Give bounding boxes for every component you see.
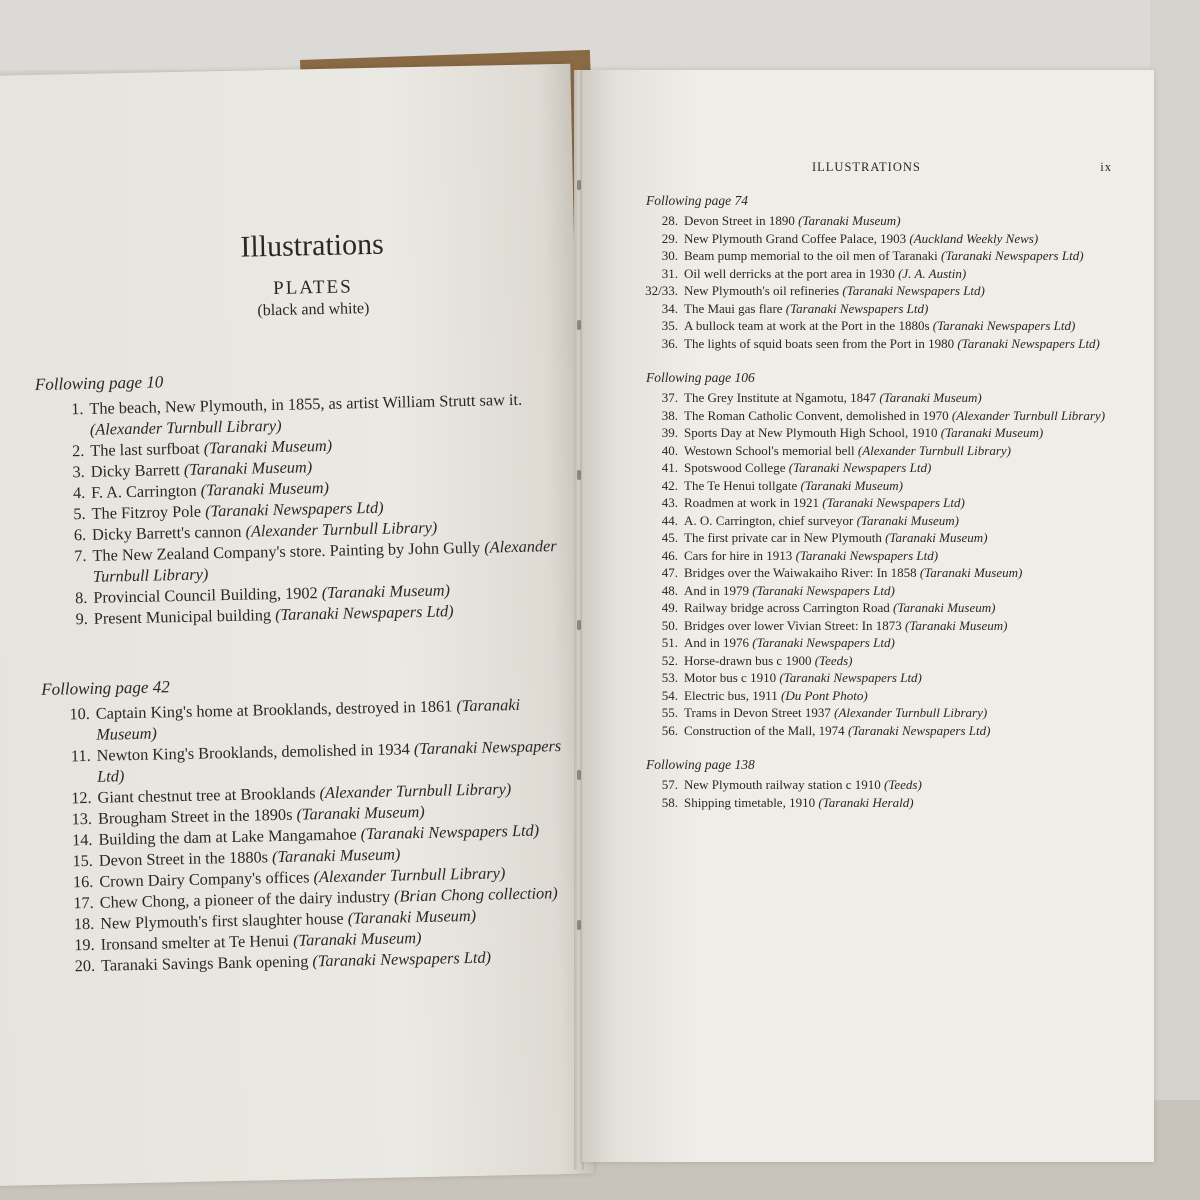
binding-stitch: [577, 770, 581, 780]
item-credit: (Taranaki Newspapers Ltd): [957, 335, 1100, 351]
item-text: Captain King's home at Brooklands, destroyed in 1861: [95, 696, 457, 723]
background-wall: [0, 0, 1200, 70]
item-credit: (Alexander Turnbull Library): [313, 863, 506, 887]
list-item: [612, 564, 1112, 582]
item-caption: [684, 794, 1112, 812]
item-number: 42.: [661, 477, 678, 493]
item-number: 40.: [661, 442, 678, 458]
list-item: [612, 529, 1112, 547]
item-credit: (Taranaki Newspapers Ltd): [312, 947, 492, 971]
item-text: Electric bus, 1911: [684, 687, 781, 703]
list-item: [612, 265, 1112, 283]
item-credit: (Taranaki Museum): [940, 425, 1044, 440]
item-credit: (Taranaki Newspapers Ltd): [847, 722, 991, 738]
item-text: The Grey Institute at Ngamotu, 1847: [684, 390, 880, 405]
item-number: 15.: [72, 850, 94, 871]
list-item: [612, 424, 1112, 442]
item-credit: (Taranaki Museum): [919, 565, 1023, 580]
item-number: 54.: [661, 687, 678, 703]
running-head-title: ILLUSTRATIONS: [812, 160, 921, 174]
item-number: 7.: [74, 545, 87, 566]
binding-stitch: [577, 470, 581, 480]
list-item: [612, 704, 1112, 722]
item-caption: [684, 230, 1112, 248]
item-number: 46.: [661, 547, 678, 563]
item-text: The Te Henui tollgate: [684, 477, 801, 493]
item-text: Present Municipal building: [93, 605, 276, 628]
item-credit: (Taranaki Museum): [183, 457, 313, 479]
item-text: Crown Dairy Company's offices: [99, 867, 314, 891]
item-number: 18.: [73, 913, 95, 934]
list-item: [612, 230, 1112, 248]
item-number: 36.: [661, 335, 678, 351]
binding-stitch: [577, 320, 581, 330]
item-caption: [684, 617, 1112, 635]
item-credit: (Taranaki Newspapers Ltd): [842, 283, 985, 298]
left-page-groups: [35, 364, 567, 977]
item-text: Taranaki Savings Bank opening: [100, 951, 313, 975]
item-text: New Plymouth railway station c 1910: [684, 777, 885, 792]
item-text: F. A. Carrington: [90, 480, 201, 502]
illustration-list: [612, 212, 1112, 352]
item-number: 20.: [74, 955, 96, 976]
item-text: And in 1976: [684, 635, 753, 650]
list-item: [612, 669, 1112, 687]
group-heading: Following page 106: [646, 370, 755, 385]
item-credit: (Taranaki Newspapers Ltd): [274, 601, 454, 625]
item-credit: (Alexander Turnbull Library): [834, 705, 988, 720]
item-credit: (Taranaki Newspapers Ltd): [360, 820, 540, 844]
item-number: 10.: [69, 703, 91, 724]
item-number: 17.: [73, 892, 94, 913]
item-credit: (Taranaki Newspapers Ltd): [204, 497, 384, 521]
item-credit: (Alexander Turnbull Library): [319, 779, 512, 803]
item-number: 48.: [661, 582, 678, 598]
item-credit: (Taranaki Newspapers Ltd): [785, 300, 929, 316]
illustration-list: [612, 776, 1112, 811]
item-caption: [684, 335, 1112, 353]
item-credit: (Alexander Turnbull Library): [89, 415, 282, 439]
item-number: 12.: [71, 787, 92, 808]
list-item: [612, 794, 1112, 812]
plates-subtitle: (black and white): [257, 299, 370, 320]
list-item: [612, 389, 1112, 407]
item-number: 13.: [71, 808, 93, 829]
item-credit: (Taranaki Museum): [893, 600, 996, 615]
list-item: [612, 477, 1112, 495]
item-caption: [684, 582, 1112, 600]
page-number: ix: [1100, 160, 1112, 174]
list-item: [612, 512, 1112, 530]
item-text: Oil well derricks at the port area in 1930: [684, 265, 899, 281]
item-caption: [684, 652, 1112, 670]
item-number: 47.: [661, 565, 678, 580]
item-credit: (Taranaki Museum): [271, 844, 401, 867]
list-item: [612, 212, 1112, 230]
item-credit: (J. A. Austin): [898, 265, 967, 281]
item-caption: [684, 704, 1112, 722]
item-text: The Fitzroy Pole: [91, 501, 206, 523]
item-text: Bridges over lower Vivian Street: In 1873: [684, 617, 906, 633]
item-credit: (Taranaki Museum): [856, 512, 960, 528]
item-caption: [684, 687, 1112, 705]
item-number: 1.: [71, 398, 84, 419]
item-credit: (Taranaki Museum): [321, 580, 451, 603]
item-text: Construction of the Mall, 1974: [684, 722, 848, 738]
item-text: The beach, New Plymouth, in 1855, as artist William Strutt saw it.: [89, 389, 523, 418]
item-text: Dicky Barrett: [90, 459, 185, 481]
item-number: 30.: [661, 248, 678, 263]
item-number: 34.: [661, 300, 678, 316]
item-credit: (Taranaki Newspapers Ltd): [788, 460, 932, 475]
item-number: 38.: [661, 407, 678, 423]
item-text: Provincial Council Building, 1902: [93, 583, 322, 607]
list-item: [612, 247, 1112, 265]
item-number: 41.: [661, 460, 678, 475]
item-number: 2.: [71, 440, 85, 461]
illustration-group: [35, 364, 560, 630]
item-text: New Plymouth's oil refineries: [684, 283, 843, 298]
list-item: [612, 582, 1112, 600]
item-credit: (Taranaki Newspapers Ltd): [932, 318, 1076, 333]
group-heading: Following page 10: [34, 372, 164, 394]
item-caption: [684, 634, 1112, 652]
item-text: Bridges over the Waiwakaiho River: In 1858: [684, 565, 920, 580]
item-caption: [684, 776, 1112, 794]
list-item: [612, 317, 1112, 335]
item-credit: (Taranaki Museum): [800, 477, 903, 493]
item-text: Giant chestnut tree at Brooklands: [97, 783, 320, 807]
item-credit: (Taranaki Herald): [818, 794, 914, 810]
item-text: A bullock team at work at the Port in the 1880s: [684, 318, 933, 333]
item-caption: [684, 424, 1112, 442]
item-caption: [684, 300, 1112, 318]
item-credit: (Taranaki Newspapers Ltd): [795, 547, 939, 563]
item-text: Beam pump memorial to the oil men of Taranaki: [684, 248, 941, 263]
item-text: Railway bridge across Carrington Road: [684, 600, 894, 615]
item-number: 45.: [661, 530, 678, 545]
item-caption: [684, 282, 1112, 300]
item-text: Motor bus c 1910: [684, 670, 780, 685]
illustration-list: [42, 693, 568, 977]
item-credit: (Taranaki Newspapers Ltd): [779, 670, 922, 685]
item-number: 43.: [661, 495, 678, 510]
illustration-group: [41, 669, 567, 977]
list-item: [612, 776, 1112, 794]
list-item: [612, 494, 1112, 512]
item-credit: (Taranaki Museum): [292, 928, 422, 950]
item-caption: [684, 265, 1112, 283]
item-credit: (Taranaki Newspapers Ltd): [752, 582, 895, 598]
item-number: 19.: [74, 934, 95, 955]
item-credit: (Taranaki Museum): [200, 477, 330, 500]
item-caption: [684, 722, 1112, 740]
item-number: 32/33.: [645, 283, 678, 298]
list-item: [612, 335, 1112, 353]
page-title: Illustrations: [240, 227, 385, 264]
left-page-content: [32, 224, 567, 977]
item-text: Westown School's memorial bell: [684, 442, 858, 458]
item-credit: (Taranaki Museum): [96, 694, 521, 744]
item-credit: (Alexander Turnbull Library): [951, 407, 1106, 423]
item-number: 29.: [661, 230, 678, 246]
item-credit: (Taranaki Museum): [347, 905, 477, 928]
item-number: 44.: [661, 512, 678, 528]
list-item: [612, 722, 1112, 740]
illustration-group: [612, 193, 1112, 352]
item-caption: [684, 564, 1112, 582]
illustration-list: [35, 388, 560, 630]
item-credit: (Taranaki Museum): [203, 435, 333, 458]
item-number: 35.: [661, 318, 678, 333]
list-item: [612, 617, 1112, 635]
item-caption: [684, 459, 1112, 477]
item-number: 56.: [661, 722, 678, 738]
running-head: [612, 160, 1112, 175]
item-credit: (Taranaki Museum): [798, 213, 901, 228]
item-number: 39.: [661, 425, 678, 440]
illustration-group: [612, 757, 1112, 811]
background-right: [1150, 0, 1200, 1200]
item-credit: (Taranaki Museum): [879, 390, 982, 405]
item-text: The New Zealand Company's store. Painting by John Gully: [92, 537, 485, 565]
item-credit: (Taranaki Museum): [296, 801, 425, 824]
illustration-group: [612, 370, 1112, 739]
item-number: 11.: [70, 745, 91, 766]
item-number: 49.: [661, 600, 678, 615]
item-caption: [684, 529, 1112, 547]
item-credit: (Alexander Turnbull Library): [245, 517, 438, 541]
item-number: 37.: [661, 390, 678, 405]
item-number: 28.: [661, 213, 678, 228]
item-number: 53.: [661, 670, 678, 685]
item-text: The Roman Catholic Convent, demolished in 1970: [684, 407, 952, 423]
item-caption: [684, 512, 1112, 530]
item-text: Brougham Street in the 1890s: [97, 804, 297, 828]
item-number: 8.: [74, 587, 88, 608]
binding-stitch: [577, 180, 581, 190]
item-caption: [684, 389, 1112, 407]
item-text: Shipping timetable, 1910: [684, 794, 819, 810]
item-number: 57.: [661, 777, 678, 792]
item-text: The Maui gas flare: [684, 300, 786, 316]
item-text: The last surfboat: [90, 438, 204, 460]
list-item: [612, 547, 1112, 565]
item-number: 50.: [661, 617, 678, 633]
item-text: The lights of squid boats seen from the Port in 1980: [684, 335, 958, 351]
item-text: Ironsand smelter at Te Henui: [100, 930, 294, 954]
item-caption: [684, 494, 1112, 512]
item-credit: (Teeds): [814, 652, 853, 668]
item-credit: (Taranaki Newspapers Ltd): [752, 635, 895, 650]
illustration-list: [612, 389, 1112, 739]
item-credit: (Taranaki Museum): [885, 530, 988, 545]
item-credit: (Auckland Weekly News): [909, 230, 1039, 246]
item-caption: [684, 442, 1112, 460]
item-text: Dicky Barrett's cannon: [91, 521, 246, 544]
item-credit: (Teeds): [884, 777, 922, 792]
item-text: And in 1979: [684, 582, 753, 598]
item-number: 6.: [73, 524, 87, 545]
item-caption: [684, 317, 1112, 335]
item-caption: [684, 407, 1112, 425]
item-caption: [684, 669, 1112, 687]
group-heading: Following page 138: [646, 757, 755, 772]
list-item: [612, 407, 1112, 425]
item-number: 9.: [75, 608, 89, 629]
list-item: [612, 634, 1112, 652]
item-credit: (Taranaki Newspapers Ltd): [96, 736, 562, 786]
item-text: The first private car in New Plymouth: [684, 530, 886, 545]
item-number: 52.: [661, 652, 678, 668]
item-number: 4.: [72, 482, 86, 503]
item-text: Building the dam at Lake Mangamahoe: [98, 824, 361, 849]
item-text: New Plymouth's first slaughter house: [100, 908, 348, 933]
item-credit: (Alexander Turnbull Library): [857, 442, 1011, 458]
item-text: Sports Day at New Plymouth High School, 1910: [684, 425, 941, 440]
item-caption: [684, 477, 1112, 495]
item-text: Spotswood College: [684, 460, 789, 475]
list-item: [612, 599, 1112, 617]
item-caption: [684, 212, 1112, 230]
item-text: A. O. Carrington, chief surveyor: [684, 512, 857, 528]
item-credit: (Brian Chong collection): [393, 883, 558, 906]
right-page-content: [612, 160, 1112, 811]
item-number: 51.: [661, 635, 678, 650]
item-text: Horse-drawn bus c 1900: [684, 652, 815, 668]
list-item: [612, 300, 1112, 318]
item-caption: [684, 247, 1112, 265]
item-credit: (Taranaki Museum): [905, 617, 1008, 633]
item-number: 55.: [661, 705, 678, 720]
right-page-groups: [612, 193, 1112, 811]
item-number: 5.: [73, 503, 86, 524]
item-text: Devon Street in the 1880s: [98, 847, 273, 870]
item-text: Trams in Devon Street 1937: [684, 705, 835, 720]
item-text: Devon Street in 1890: [684, 213, 799, 228]
item-credit: (Taranaki Newspapers Ltd): [940, 248, 1084, 263]
item-text: Newton King's Brooklands, demolished in 1934: [96, 739, 415, 765]
group-heading: Following page 42: [41, 677, 170, 699]
item-number: 16.: [72, 871, 94, 892]
group-heading: Following page 74: [646, 193, 748, 208]
item-caption: [684, 599, 1112, 617]
left-page: [0, 64, 594, 1187]
list-item: [612, 687, 1112, 705]
list-item: [612, 459, 1112, 477]
list-item: [612, 282, 1112, 300]
item-number: 58.: [661, 794, 678, 810]
item-number: 3.: [72, 461, 85, 482]
list-item: [612, 442, 1112, 460]
item-credit: (Taranaki Newspapers Ltd): [822, 495, 965, 510]
item-text: New Plymouth Grand Coffee Palace, 1903: [684, 230, 910, 246]
item-number: 31.: [661, 265, 678, 281]
item-text: Cars for hire in 1913: [684, 547, 796, 563]
item-credit: (Alexander Turnbull Library): [92, 536, 557, 586]
right-page: [582, 70, 1154, 1162]
binding-stitch: [577, 620, 581, 630]
item-text: Chew Chong, a pioneer of the dairy industry: [99, 886, 395, 912]
list-item: [612, 652, 1112, 670]
item-credit: (Du Pont Photo): [781, 687, 868, 703]
item-number: 14.: [71, 829, 93, 850]
item-text: Roadmen at work in 1921: [684, 495, 823, 510]
binding-stitch: [577, 920, 581, 930]
item-caption: [684, 547, 1112, 565]
plates-heading: PLATES: [272, 276, 353, 299]
